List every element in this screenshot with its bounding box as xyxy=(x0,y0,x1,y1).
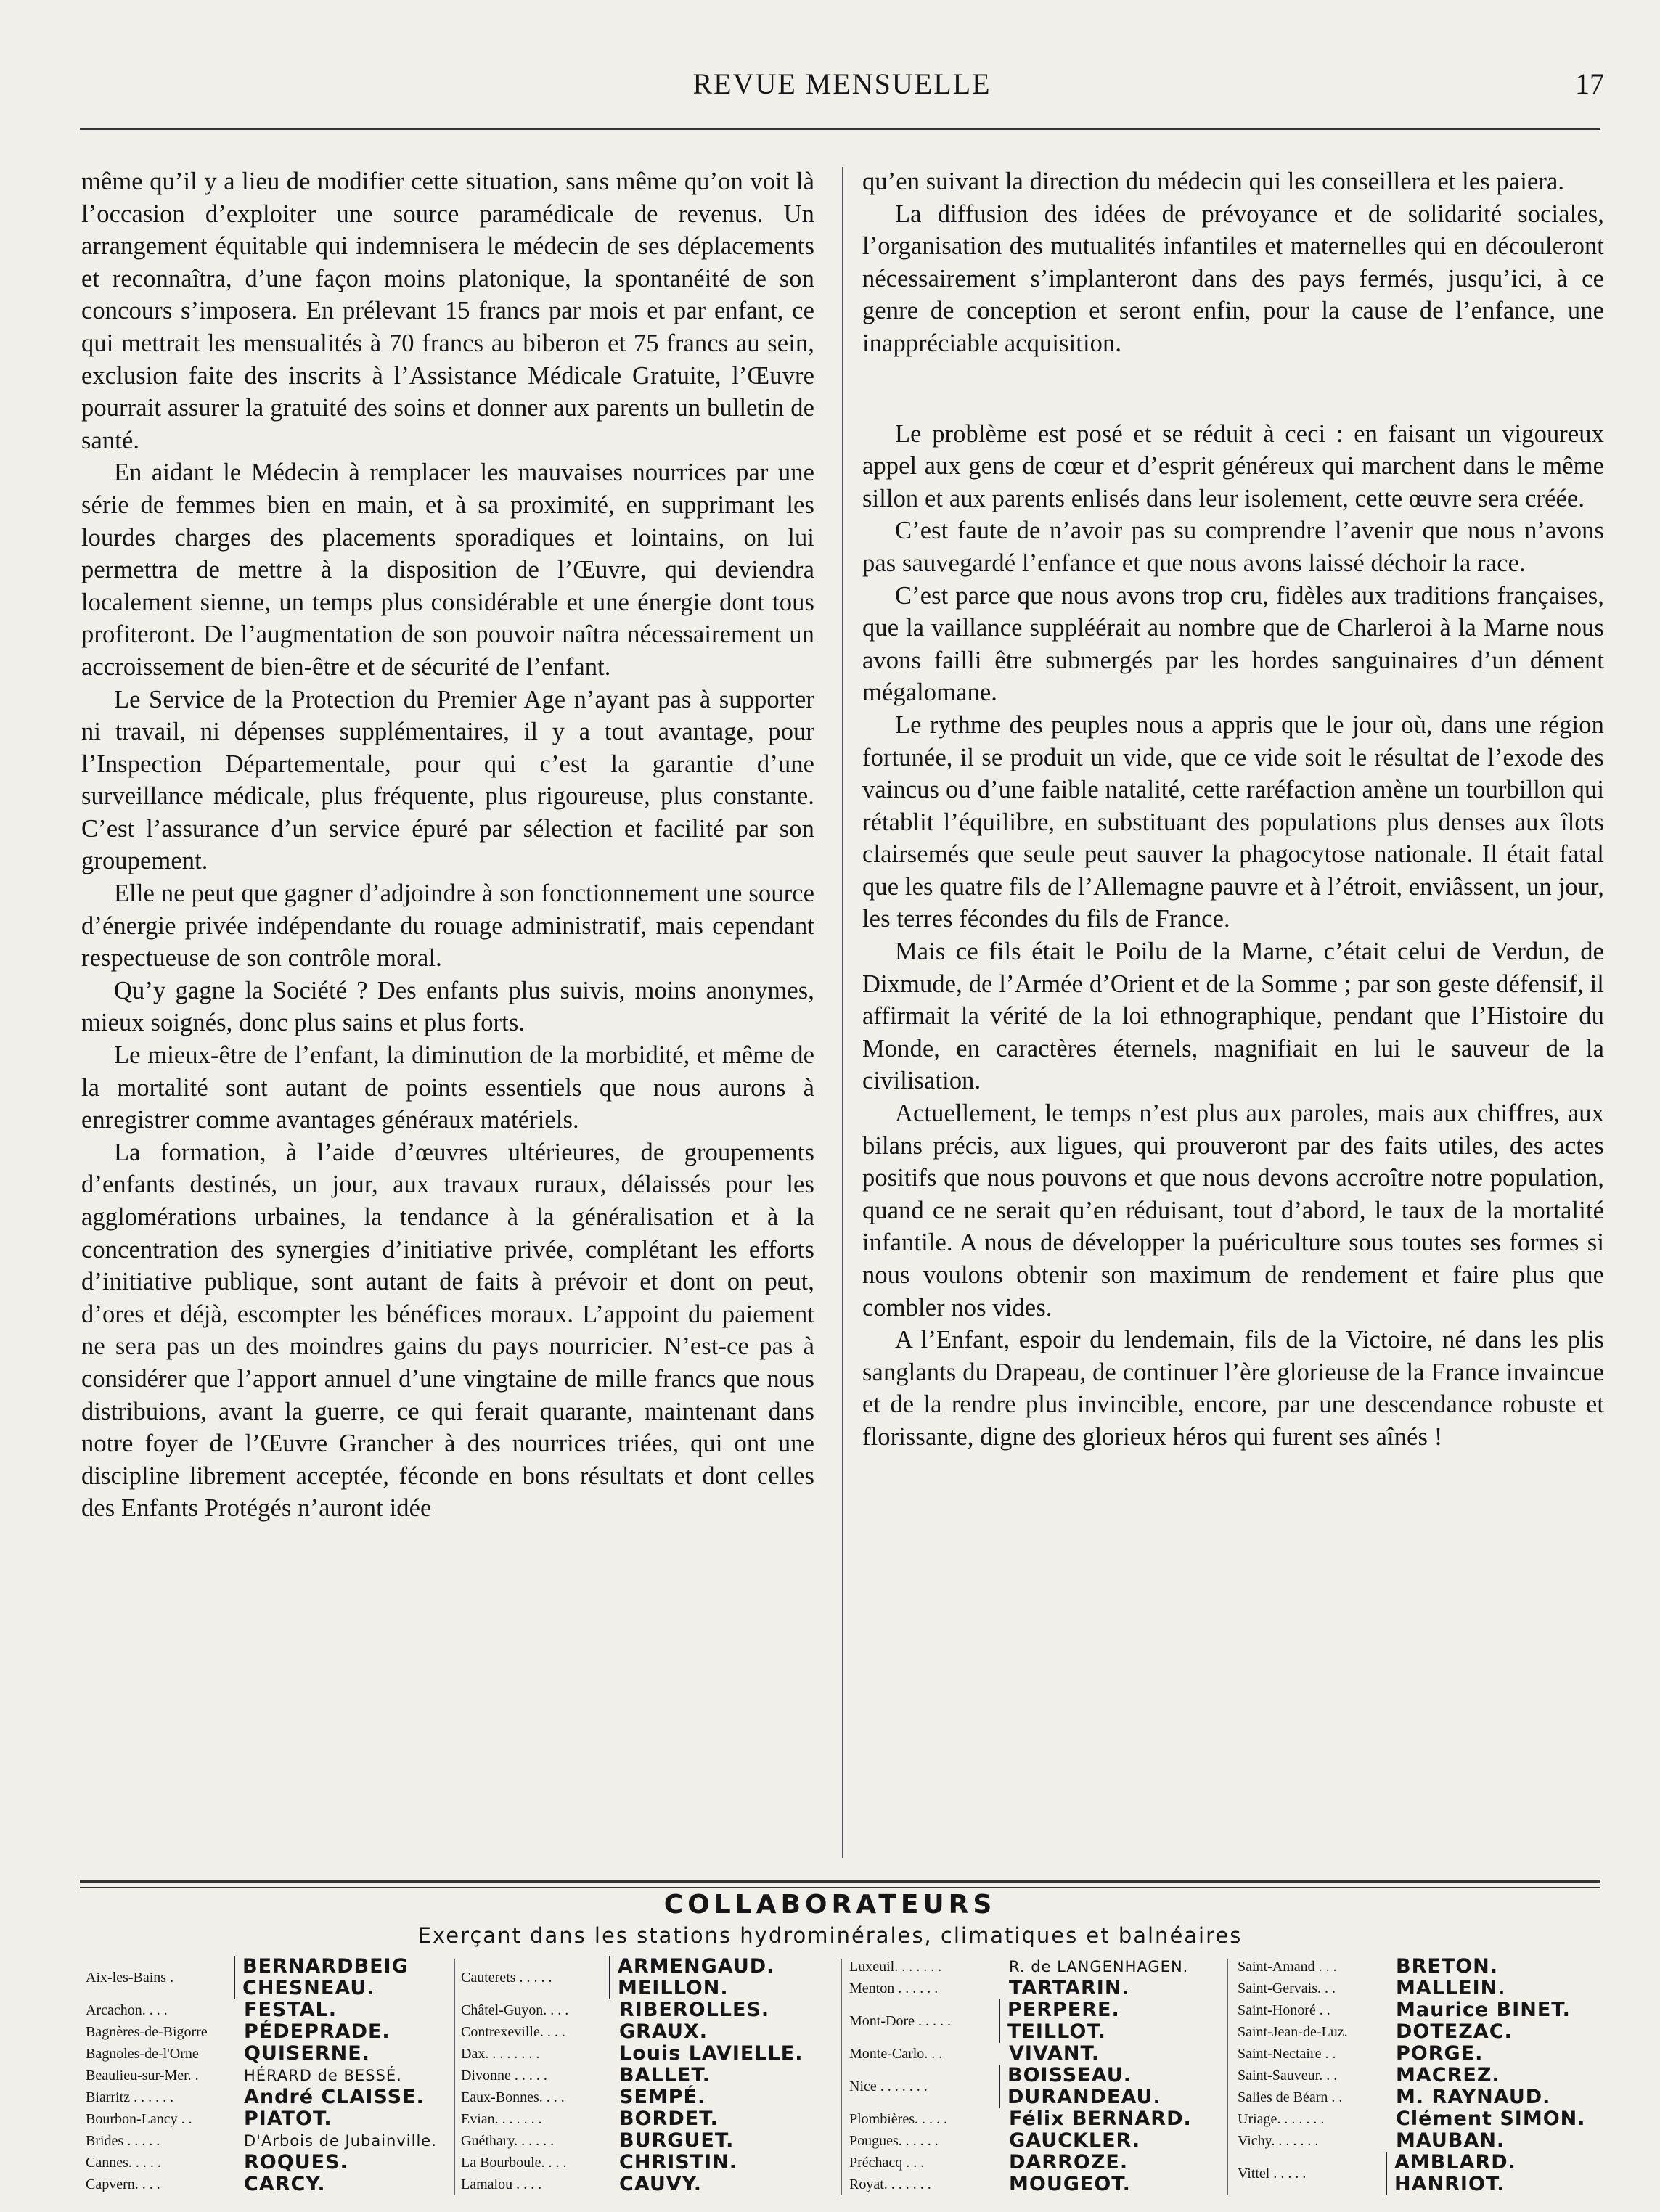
doctor-name: PÉDEPRADE. xyxy=(244,2020,391,2043)
station-name: Brides . . . . . xyxy=(86,2132,160,2149)
doctor-names xyxy=(1009,2108,1192,2130)
doctor-names xyxy=(999,2065,1161,2108)
directory-entry xyxy=(86,2130,463,2152)
doctor-names xyxy=(619,2086,706,2108)
doctor-name: CHESNEAU. xyxy=(242,1977,375,1999)
left-paragraph: Qu’y gagne la Société ? Des enfants plus suivis, moins anonymes, mieux soignés, donc plus sains et plus forts. xyxy=(81,976,814,1037)
doctor-names xyxy=(619,2152,737,2174)
directory-entry xyxy=(461,2065,831,2086)
doctor-names xyxy=(1396,1956,1498,1978)
column-divider xyxy=(842,167,843,1858)
directory-entry xyxy=(1238,2021,1615,2043)
doctor-name: MEILLON. xyxy=(618,1977,729,1999)
directory-entry xyxy=(461,1999,831,2021)
directory-entry xyxy=(86,2152,463,2174)
right-paragraph: Le rythme des peuples nous a appris que le jour où, dans une région fortunée, il se produit un vide, que ce vide soit le résultat de l’exode des vaincus ou d’une faible natalité, cette raréfaction amène un tourbillon qui rétablit l’équilibre, en substituant des populations plus denses aux îlots clairsemés que seule peut sauver la phagocytose nationale. Il était fatal que les quatre fils de l’Allemagne pauvre et à l’étroit, enviâssent, un jour, les terres fécondes du fils de France. xyxy=(862,710,1604,933)
doctor-names xyxy=(234,1956,409,1999)
directory-entry xyxy=(86,2086,463,2108)
station-name: Vichy. . . . . . . xyxy=(1238,2132,1319,2149)
doctor-names xyxy=(619,2130,734,2152)
directory-entry xyxy=(461,2086,831,2108)
directory-entry xyxy=(86,2021,463,2043)
doctor-names xyxy=(619,2108,719,2130)
station-name: Châtel-Guyon. . . . xyxy=(461,2002,569,2018)
doctor-name: CARCY. xyxy=(244,2173,326,2195)
doctor-name: D'Arbois de Jubainville. xyxy=(244,2132,437,2150)
station-name: Cauterets . . . . . xyxy=(461,1969,552,1986)
directory-entry xyxy=(1238,1956,1615,1978)
doctor-name: MALLEIN. xyxy=(1396,1977,1506,1999)
doctor-name: HANRIOT. xyxy=(1394,2173,1505,2195)
doctor-name: DOTEZAC. xyxy=(1396,2020,1513,2043)
station-name: Bagnères-de-Bigorre xyxy=(86,2023,208,2040)
station-name: Bagnoles-de-l'Orne xyxy=(86,2045,199,2062)
directory-entry xyxy=(1238,1978,1615,1999)
directory-entry xyxy=(461,2174,831,2195)
directory-entry xyxy=(1238,2086,1615,2108)
directory-entry xyxy=(849,1999,1219,2043)
page-header xyxy=(80,67,1604,107)
station-name: Royat. . . . . . . xyxy=(849,2176,931,2192)
station-name: Mont-Dore . . . . . xyxy=(849,2012,951,2029)
directory-entry xyxy=(461,2130,831,2152)
doctor-names xyxy=(1009,2152,1128,2174)
left-paragraph: Le mieux-être de l’enfant, la diminution de la morbidité, et même de la mortalité sont autant de points essentiels que nous aurons à enregistrer comme avantages généraux matériels. xyxy=(81,1041,814,1134)
doctor-names xyxy=(244,2065,402,2086)
doctor-name: BERNARDBEIG xyxy=(242,1955,409,1978)
station-name: Divonne . . . . . xyxy=(461,2067,547,2084)
doctor-names xyxy=(1396,1999,1571,2021)
doctor-name: RIBEROLLES. xyxy=(619,1999,770,2021)
doctor-names xyxy=(1009,2174,1131,2195)
doctor-name: DURANDEAU. xyxy=(1007,2086,1161,2108)
right-paragraph: A l’Enfant, espoir du lendemain, fils de la Victoire, né dans les plis sanglants du Drapeau, de continuer l’ère glorieuse de la France invaincue et de la rendre plus invincible, encore, par une descendance robuste et florissante, digne des glorieux héros qui furent ses aînés ! xyxy=(862,1326,1604,1451)
directory-entry xyxy=(849,1956,1219,1978)
doctor-name: ARMENGAUD. xyxy=(618,1955,775,1978)
directory-entry xyxy=(86,2043,463,2065)
doctor-names xyxy=(999,1999,1120,2043)
doctor-name: HÉRARD de BESSÉ. xyxy=(244,2067,402,2084)
station-name: Evian. . . . . . . xyxy=(461,2110,542,2127)
doctor-names xyxy=(1386,2152,1516,2195)
doctor-name: FESTAL. xyxy=(244,1999,338,2021)
doctor-name: MOUGEOT. xyxy=(1009,2173,1131,2195)
directory-divider xyxy=(1227,1959,1228,2195)
doctor-name: Félix BERNARD. xyxy=(1009,2107,1192,2130)
directory-entry xyxy=(1238,2152,1615,2195)
directory-entry xyxy=(1238,1999,1615,2021)
left-paragraph: Le Service de la Protection du Premier Age n’ayant pas à supporter ni travail, ni dépenses supplémentaires, il y a tout avantage, pour l’Inspection Départementale, pour qui c’est la garantie d’une surveillance médicale, plus fréquente, plus rigoureuse, plus constante. C’est l’assurance d’un service épuré par sélection et facilité par son groupement. xyxy=(81,685,814,875)
directory-entry xyxy=(849,1978,1219,1999)
station-name: Menton . . . . . . xyxy=(849,1980,939,1996)
doctor-names xyxy=(619,2065,711,2086)
doctor-names xyxy=(1396,2021,1513,2043)
doctor-name: GRAUX. xyxy=(619,2020,708,2043)
directory-entry xyxy=(461,2108,831,2130)
footer-rule-thin xyxy=(80,1887,1600,1888)
doctor-names xyxy=(609,1956,774,1999)
doctor-names xyxy=(244,2108,332,2130)
station-name: Dax. . . . . . . . xyxy=(461,2045,540,2062)
right-paragraph: Actuellement, le temps n’est plus aux paroles, mais aux chiffres, aux bilans précis, aux ligues, qui prouveront par des faits utiles, des actes positifs que nous pouvons et que nous devons accroître notre population, quand ce ne serait qu’en réduisant, tout d’abord, le taux de la mortalité infantile. A nous de développer la puériculture sous toutes ses formes si nous voulons obtenir son maximum de rendement et faire plus que combler nos vides. xyxy=(862,1099,1604,1322)
right-column xyxy=(862,165,1604,1856)
doctor-name: BALLET. xyxy=(619,2064,711,2086)
directory-entry xyxy=(1238,2108,1615,2130)
doctor-names xyxy=(244,2152,348,2174)
station-name: Saint-Jean-de-Luz. xyxy=(1238,2023,1348,2040)
doctor-names xyxy=(1009,1978,1130,1999)
station-name: Préchacq . . . xyxy=(849,2154,925,2171)
doctor-name: DARROZE. xyxy=(1009,2151,1129,2174)
station-name: Saint-Sauveur. . . xyxy=(1238,2067,1338,2084)
doctor-name: SEMPÉ. xyxy=(619,2086,706,2108)
right-paragraph: La diffusion des idées de prévoyance et de solidarité sociales, l’organisation des mutualités infantiles et maternelles qui en découleront nécessairement s’implanteront dans des pays fermés, jusqu’ici, à ce genre de conception et seront enfin, pour la cause de l’enfance, une inappréciable acquisition. xyxy=(862,200,1604,357)
doctor-names xyxy=(244,2043,370,2065)
station-name: Beaulieu-sur-Mer. . xyxy=(86,2067,199,2084)
directory-entry xyxy=(1238,2130,1615,2152)
doctor-name: TEILLOT. xyxy=(1007,2020,1106,2043)
header-rule xyxy=(80,128,1600,130)
directory-entry xyxy=(86,2174,463,2195)
left-column xyxy=(81,165,814,1856)
running-title: REVUE MENSUELLE xyxy=(692,67,991,100)
doctor-name: BURGUET. xyxy=(619,2129,735,2152)
station-name: Saint-Gervais. . . xyxy=(1238,1980,1336,1996)
directory-column xyxy=(86,1956,463,2195)
doctor-name: PERPERE. xyxy=(1007,1999,1120,2021)
station-name: Plombières. . . . . xyxy=(849,2110,947,2127)
station-name: Saint-Amand . . . xyxy=(1238,1958,1337,1975)
doctor-name: PIATOT. xyxy=(244,2107,332,2130)
doctor-name: BRETON. xyxy=(1396,1955,1499,1978)
doctor-names xyxy=(1396,1978,1506,1999)
doctor-name: CAUVY. xyxy=(619,2173,703,2195)
station-name: Cannes. . . . . xyxy=(86,2154,161,2171)
right-paragraph: Mais ce fils était le Poilu de la Marne, c’était celui de Verdun, de Dixmude, de l’Armée d’Orient et de la Somme ; par son geste défensif, il affirmait la vérité de la loi ethnographique, pendant que l’Histoire du Monde, en caractères éternels, magnifiait en lui le sauveur de la civilisation. xyxy=(862,938,1604,1095)
doctor-name: BORDET. xyxy=(619,2107,719,2130)
station-name: Saint-Honoré . . xyxy=(1238,2002,1330,2018)
doctor-name: MAUBAN. xyxy=(1396,2129,1505,2152)
station-name: Lamalou . . . . xyxy=(461,2176,542,2192)
directory-entry xyxy=(86,2108,463,2130)
directory-column xyxy=(461,1956,831,2195)
doctor-names xyxy=(1396,2043,1483,2065)
right-paragraph: C’est parce que nous avons trop cru, fidèles aux traditions françaises, que la vaillance suppléérait au nombre que de Charleroi à la Marne nous avons failli être submergés par les hordes sanguinaires d’un dément mégalomane. xyxy=(862,581,1604,707)
page-number: 17 xyxy=(1575,67,1604,100)
left-paragraph: Elle ne peut que gagner d’adjoindre à son fonctionnement une source d’énergie privée indépendante du rouage administratif, mais cependant respectueuse de son contrôle moral. xyxy=(81,880,814,972)
doctor-names xyxy=(619,2021,708,2043)
doctor-name: TARTARIN. xyxy=(1009,1977,1130,1999)
doctor-names xyxy=(244,2021,391,2043)
station-name: Eaux-Bonnes. . . . xyxy=(461,2089,565,2105)
doctor-name: AMBLARD. xyxy=(1394,2151,1516,2174)
left-paragraph: même qu’il y a lieu de modifier cette situation, sans même qu’on voit là l’occasion d’exploiter une source paramédicale de revenus. Un arrangement équitable qui indemnisera le médecin de ses déplacements et reconnaîtra, d’une façon moins platonique, la spontanéité de son concours s’imposera. En prélevant 15 francs par mois et par enfant, ce qui mettrait les mensualités à 70 francs au biberon et 75 francs au sein, exclusion faite des inscrits à l’Assistance Médicale Gratuite, l’Œuvre pourrait assurer la gratuité des soins et donner aux parents un bulletin de santé. xyxy=(81,168,814,454)
doctor-name: ROQUES. xyxy=(244,2151,348,2174)
directory-entry xyxy=(461,2152,831,2174)
directory-entry xyxy=(86,1999,463,2021)
station-name: Guéthary. . . . . . xyxy=(461,2132,555,2149)
doctor-name: MACREZ. xyxy=(1396,2064,1500,2086)
station-name: Capvern. . . . xyxy=(86,2176,160,2192)
doctor-names xyxy=(1396,2130,1505,2152)
doctor-name: André CLAISSE. xyxy=(244,2086,425,2108)
directory-entry xyxy=(461,1956,831,1999)
station-name: Vittel . . . . . xyxy=(1238,2165,1307,2182)
station-name: Nice . . . . . . . xyxy=(849,2078,928,2094)
directory-entry xyxy=(849,2152,1219,2174)
doctor-names xyxy=(244,2130,437,2152)
station-name: Salies de Béarn . . xyxy=(1238,2089,1343,2105)
directory-entry xyxy=(1238,2065,1615,2086)
right-paragraph: Le problème est posé et se réduit à ceci : en faisant un vigoureux appel aux gens de cœur et d’esprit généreux qui marchent dans le même sillon et aux parents enlisés dans leur isolement, cette œuvre sera créée. xyxy=(862,419,1604,512)
collaborateurs-subtitle: Exerçant dans les stations hydrominérales, climatiques et balnéaires xyxy=(417,1923,1243,1948)
directory-entry xyxy=(849,2108,1219,2130)
doctor-names xyxy=(244,2086,425,2108)
station-name: Aix-les-Bains . xyxy=(86,1969,174,1986)
station-name: Biarritz . . . . . . xyxy=(86,2089,174,2105)
doctor-names xyxy=(244,1999,337,2021)
directory-entry xyxy=(849,2043,1219,2065)
doctor-names xyxy=(619,1999,769,2021)
station-name: La Bourboule. . . . xyxy=(461,2154,567,2171)
station-name: Arcachon. . . . xyxy=(86,2002,168,2018)
doctor-name: Maurice BINET. xyxy=(1396,1999,1571,2021)
doctor-name: QUISERNE. xyxy=(244,2042,370,2065)
station-name: Uriage. . . . . . . xyxy=(1238,2110,1325,2127)
right-paragraph: C’est faute de n’avoir pas su comprendre l’avenir que nous n’avons pas sauvegardé l’enfance et que nous avons laissé déchoir la race. xyxy=(862,517,1604,577)
doctor-names xyxy=(1396,2065,1500,2086)
doctor-name: CHRISTIN. xyxy=(619,2151,738,2174)
section-gap xyxy=(862,360,1604,418)
doctor-names xyxy=(1396,2086,1550,2108)
doctor-name: PORGE. xyxy=(1396,2042,1484,2065)
doctor-names xyxy=(619,2174,702,2195)
doctor-name: M. RAYNAUD. xyxy=(1396,2086,1551,2108)
doctor-names xyxy=(1396,2108,1586,2130)
doctor-name: BOISSEAU. xyxy=(1007,2064,1132,2086)
directory-column xyxy=(849,1956,1219,2195)
collaborateurs-title: COLLABORATEURS xyxy=(663,1890,997,1920)
directory-entry xyxy=(849,2174,1219,2195)
doctor-names xyxy=(1009,2043,1100,2065)
doctor-names xyxy=(1009,2130,1140,2152)
doctor-name: R. de LANGENHAGEN. xyxy=(1009,1958,1189,1975)
directory-column xyxy=(1238,1956,1615,2195)
directory-divider xyxy=(454,1959,455,2195)
left-paragraph: La formation, à l’aide d’œuvres ultérieures, de groupements d’enfants destinés, un jour, aux travaux ruraux, délaissés pour les agglomérations urbaines, la tendance à la généralisation et à la concentration des synergies d’initiative privée, complétant les efforts d’initiative publique, sont autant de faits à prévoir et dont on peut, d’ores et déjà, escompter les bénéfices moraux. L’appoint du paiement ne sera pas un des moindres gains du pays nourricier. N’est-ce pas à considérer que l’apport annuel d’une vingtaine de mille francs que nous distribuions, avant la guerre, ce qui ferait quarante, maintenant dans notre foyer de l’Œuvre Grancher à des nourrices triées, qui ont une discipline librement acceptée, féconde en bons résultats et dont celles des Enfants Protégés n’auront idée xyxy=(81,1138,814,1523)
doctor-names xyxy=(1009,1956,1188,1978)
footer-rule xyxy=(80,1880,1600,1883)
directory-entry xyxy=(86,1956,463,1999)
doctor-name: VIVANT. xyxy=(1009,2042,1100,2065)
directory-divider xyxy=(841,1959,842,2195)
doctor-names xyxy=(244,2174,326,2195)
station-name: Saint-Nectaire . . xyxy=(1238,2045,1336,2062)
station-name: Monte-Carlo. . . xyxy=(849,2045,943,2062)
station-name: Bourbon-Lancy . . xyxy=(86,2110,192,2127)
station-name: Contrexeville. . . . xyxy=(461,2023,565,2040)
doctor-names xyxy=(619,2043,803,2065)
station-name: Luxeuil. . . . . . . xyxy=(849,1958,942,1975)
doctor-name: GAUCKLER. xyxy=(1009,2129,1141,2152)
directory-entry xyxy=(461,2043,831,2065)
station-name: Pougues. . . . . . xyxy=(849,2132,939,2149)
directory-entry xyxy=(849,2065,1219,2108)
doctor-name: Clément SIMON. xyxy=(1396,2107,1586,2130)
doctor-name: Louis LAVIELLE. xyxy=(619,2042,804,2065)
left-paragraph: En aidant le Médecin à remplacer les mauvaises nourrices par une série de femmes bien en main, et à sa proximité, en supprimant les lourdes charges des placements sporadiques et lointains, on lui permettra de mettre à la disposition de l’Œuvre, qui deviendra localement sienne, un temps plus considérable et une énergie dont tous profiteront. De l’augmentation de son pouvoir naîtra nécessairement un accroissement de bien-être et de sécurité de l’enfant. xyxy=(81,459,814,681)
directory-entry xyxy=(86,2065,463,2086)
directory-entry xyxy=(461,2021,831,2043)
right-paragraph: qu’en suivant la direction du médecin qui les conseillera et les paiera. xyxy=(862,168,1565,195)
directory-entry xyxy=(1238,2043,1615,2065)
directory-entry xyxy=(849,2130,1219,2152)
